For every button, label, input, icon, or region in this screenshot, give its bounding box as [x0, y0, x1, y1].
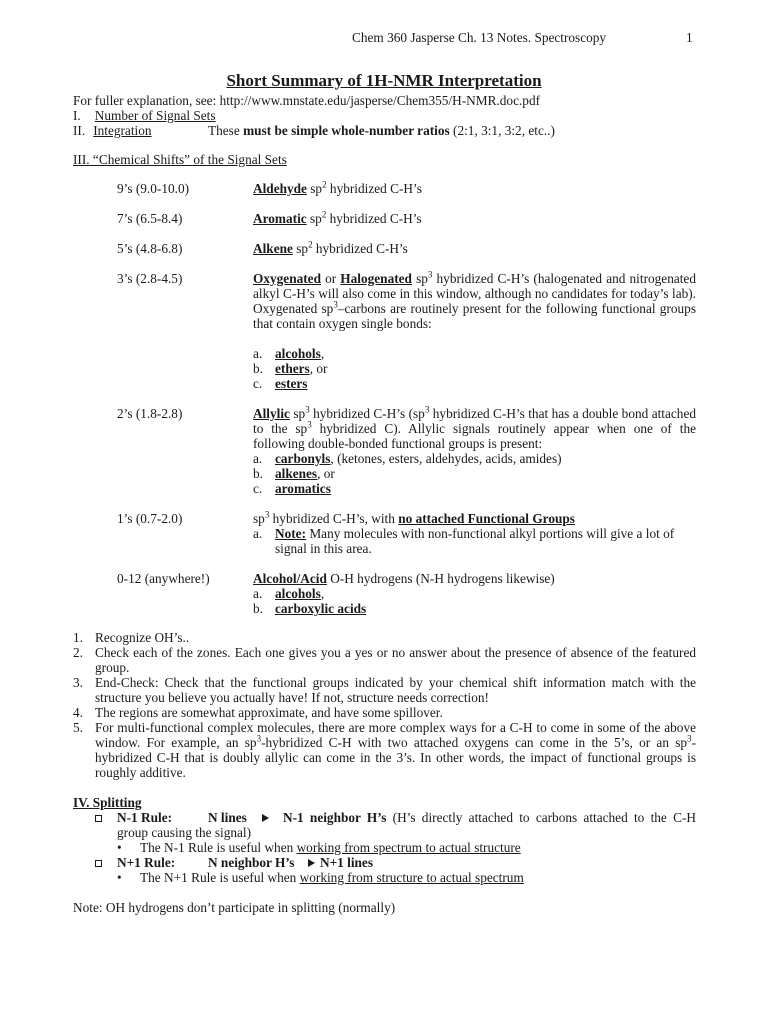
arrow-right-icon — [300, 855, 321, 870]
shift-range-3: 3’s (2.8-4.5) — [117, 271, 183, 286]
integration-text: These must be simple whole-number ratios (2:1, 3:1, 3:2, etc..) — [208, 123, 555, 138]
section-2: II. Integration — [73, 123, 152, 138]
step-number: 4. — [73, 705, 83, 720]
list-item: a. alcohols, — [253, 346, 325, 361]
step-number: 3. — [73, 675, 83, 690]
rule-desc: N-1 neighbor H’s (H’s directly attached to carbons attached to the C-H group causing the signal) — [117, 810, 696, 840]
subtitle: For fuller explanation, see: http://www.mnstate.edu/jasperse/Chem355/H-NMR.doc.pdf — [73, 93, 541, 108]
list-item: a. alcohols, — [253, 586, 325, 601]
shift-desc-5: Alkene $sp^2$ hybridized C-H’s — [253, 239, 408, 256]
list-item: c. aromatics — [253, 481, 331, 496]
rule-left: N neighbor H’s — [208, 855, 295, 870]
title-text: Short Summary of 1H-NMR Interpretation — [226, 71, 542, 90]
checkbox-square-icon — [95, 815, 102, 822]
shift-range-0: 0-12 (anywhere!) — [117, 571, 210, 586]
shift-desc-2: Allylic $sp^3$ hybridized C-H’s ($sp^3$ hybridized C-H’s that has a double bond attached to the $sp^3$ hybridized C). Allylic signals routinely appear when one of the following double-bonded functional groups is present: — [253, 404, 696, 451]
shift-desc-1: $sp^3$ hybridized C-H’s, with no attached Functional Groups — [253, 509, 575, 526]
rule-bullet: The N-1 Rule is useful when working from spectrum to actual structure — [140, 840, 521, 855]
page-title — [0, 71, 768, 90]
step-text: The regions are somewhat approximate, and have some spillover. — [95, 705, 443, 720]
shift-range-1: 1’s (0.7-2.0) — [117, 511, 183, 526]
shift-desc-0: Alcohol/Acid O-H hydrogens (N-H hydrogens likewise) — [253, 571, 555, 586]
shift-desc-9: Aldehyde $sp^2$ hybridized C-H’s — [253, 179, 422, 196]
shift-range-9: 9’s (9.0-10.0) — [117, 181, 190, 196]
shift-desc-7: Aromatic $sp^2$ hybridized C-H’s — [253, 209, 422, 226]
list-item: a. carbonyls, (ketones, esters, aldehydes, acids, amides) — [253, 451, 562, 466]
step-text: Check each of the zones. Each one gives you a yes or no answer about the presence of absence of the featured group. — [95, 645, 696, 675]
page-header: Chem 360 Jasperse Ch. 13 Notes. Spectroscopy — [352, 30, 607, 45]
checkbox-icon — [95, 855, 112, 870]
step-number: 1. — [73, 630, 83, 645]
step-number: 2. — [73, 645, 83, 660]
page-number: 1 — [686, 30, 693, 45]
note-marker: a. — [253, 526, 263, 541]
list-item: b. ethers, or — [253, 361, 328, 376]
rule-right: N+1 lines — [320, 855, 374, 870]
rule-bullet: The N+1 Rule is useful when working from structure to actual spectrum — [140, 870, 524, 885]
rule-left: N lines — [208, 810, 247, 825]
checkbox-icon — [95, 810, 112, 825]
list-item: c. esters — [253, 376, 308, 391]
section-1: I. Number of Signal Sets — [73, 108, 216, 123]
bullet-icon: • — [117, 870, 122, 885]
shift-desc-3: Oxygenated or Halogenated $sp^3$ hybridized C-H’s (halogenated and nitrogenated alkyl C-H’s will also come in this window, although no candidates for today’s lab). Oxygenated $sp^3$–carbons are routinely present for the following functional groups that contain oxygen single bonds: — [253, 269, 696, 331]
section-3-heading: III. “Chemical Shifts” of the Signal Sets — [73, 152, 287, 167]
shift-note-1: Note: Many molecules with non-functional alkyl portions will give a lot of signal in this area. — [275, 526, 675, 556]
list-item: b. carboxylic acids — [253, 601, 367, 616]
list-item: b. alkenes, or — [253, 466, 335, 481]
step-text: For multi-functional complex molecules, there are more complex ways for a C-H to come in some of the above window. For example, an $sp^3$-hybridized C-H with two attached oxygens can come in the 5’s, or an $sp^3$-hybridized C-H that is doubly allylic can come in the 3’s. In other words, the impact of functional groups is roughly additive. — [95, 720, 697, 780]
bullet-icon: • — [117, 840, 122, 855]
shift-range-2: 2’s (1.8-2.8) — [117, 406, 183, 421]
checkbox-square-icon — [95, 860, 102, 867]
rule-name: N+1 Rule: — [117, 855, 176, 870]
rule-name: N-1 Rule: — [117, 810, 173, 825]
shift-range-5: 5’s (4.8-6.8) — [117, 241, 183, 256]
footer-note: Note: OH hydrogens don’t participate in splitting (normally) — [73, 900, 396, 915]
shift-range-7: 7’s (6.5-8.4) — [117, 211, 183, 226]
step-text: End-Check: Check that the functional groups indicated by your chemical shift information match with the structure you believe you actually have! If not, structure needs correction! — [95, 675, 696, 705]
step-text: Recognize OH’s.. — [95, 630, 190, 645]
step-number: 5. — [73, 720, 83, 735]
section-4-heading: IV. Splitting — [73, 795, 142, 810]
